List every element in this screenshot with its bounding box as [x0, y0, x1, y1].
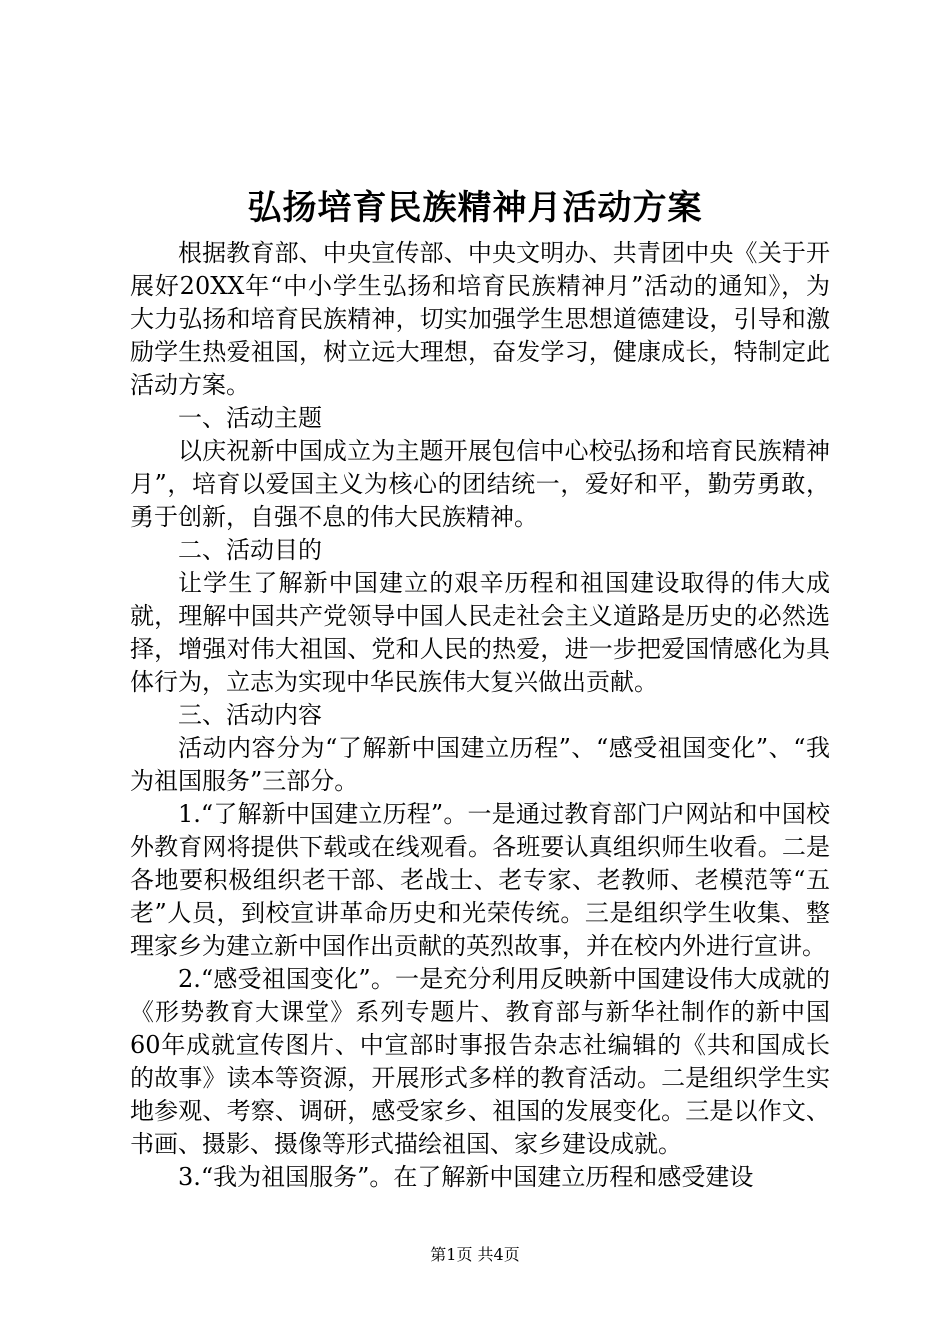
content-item-1-paragraph: 1.“了解新中国建立历程”。一是通过教育部门户网站和中国校外教育网将提供下载或在线观看。各班要认真组织师生收看。二是各地要积极组织老干部、老战士、老专家、老教师、老模范等“五老”人员，到校宣讲革命历史和光荣传统。三是组织学生收集、整理家乡为建立新中国作出贡献的英烈故事，并在校内外进行宣讲。 [130, 800, 830, 960]
purpose-paragraph: 让学生了解新中国建立的艰辛历程和祖国建设取得的伟大成就，理解中国共产党领导中国人民走社会主义道路是历史的必然选择，增强对伟大祖国、党和人民的热爱，进一步把爱国情感化为具体行为，立志为实现中华民族伟大复兴做出贡献。 [130, 569, 830, 696]
content-item-3-paragraph: 3.“我为祖国服务”。在了解新中国建立历程和感受建设 [178, 1163, 754, 1191]
document-body [130, 237, 830, 1194]
content-intro-paragraph: 活动内容分为“了解新中国建立历程”、“感受祖国变化”、“我为祖国服务”三部分。 [130, 734, 830, 795]
section-heading-content: 三、活动内容 [178, 701, 322, 729]
content-item-2-paragraph: 2.“感受祖国变化”。一是充分利用反映新中国建设伟大成就的《形势教育大课堂》系列专题片、教育部与新华社制作的新中国60年成就宣传图片、中宣部时事报告杂志社编辑的《共和国成长的故事》读本等资源，开展形式多样的教育活动。二是组织学生实地参观、考察、调研，感受家乡、祖国的发展变化。三是以作文、书画、摄影、摄像等形式描绘祖国、家乡建设成就。 [130, 965, 830, 1158]
intro-paragraph: 根据教育部、中央宣传部、中央文明办、共青团中央《关于开展好20XX年“中小学生弘扬和培育民族精神月”活动的通知》，为大力弘扬和培育民族精神，切实加强学生思想道德建设，引导和激励学生热爱祖国，树立远大理想，奋发学习，健康成长，特制定此活动方案。 [130, 239, 830, 399]
page-footer: 第1页 共4页 [430, 1245, 520, 1264]
section-heading-purpose: 二、活动目的 [178, 536, 322, 564]
section-heading-theme: 一、活动主题 [178, 404, 322, 432]
document-title: 弘扬培育民族精神月活动方案 [247, 188, 703, 228]
theme-paragraph: 以庆祝新中国成立为主题开展包信中心校弘扬和培育民族精神月”，培育以爱国主义为核心的团结统一，爱好和平，勤劳勇敢，勇于创新，自强不息的伟大民族精神。 [130, 437, 830, 531]
